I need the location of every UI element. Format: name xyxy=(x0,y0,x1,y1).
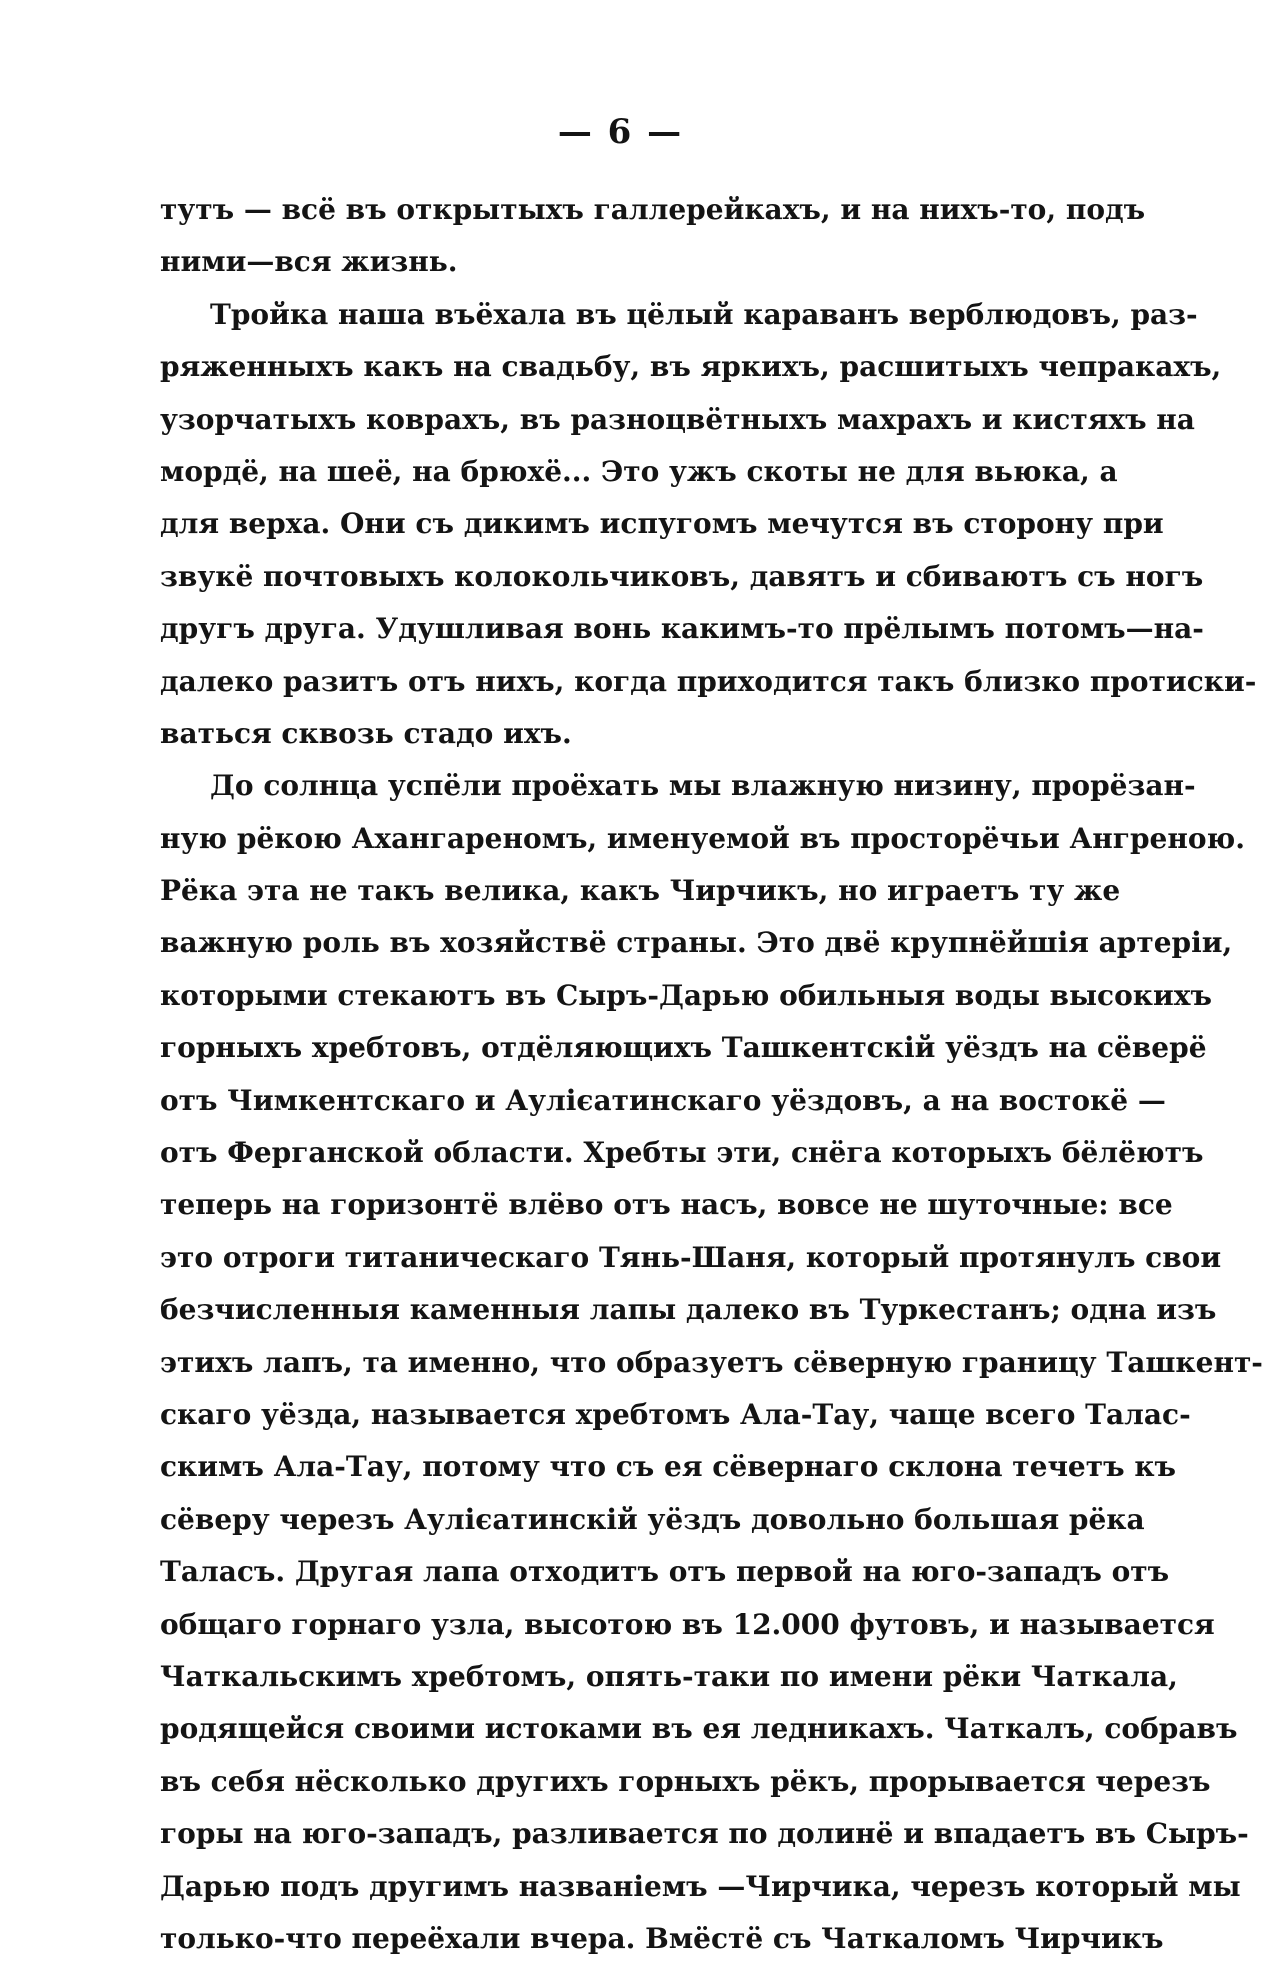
text-line: тутъ — всё въ открытыхъ галлерейкахъ, и на нихъ-то, подъ xyxy=(160,193,1146,226)
paragraph-start-line: До солнца успёли проёхать мы влажную низину, прорёзан- xyxy=(210,769,1196,803)
text-line: родящейся своими истоками въ ея ледникахъ. Чаткалъ, собравъ xyxy=(160,1712,1238,1746)
text-line: отъ Чимкентскаго и Аулієатинскаго уёздовъ, а на востокё — xyxy=(160,1083,1166,1117)
text-line: для верха. Они съ дикимъ испугомъ мечутся въ сторону при xyxy=(160,507,1164,541)
text-line: Таласъ. Другая лапа отходитъ отъ первой на юго-западъ отъ xyxy=(160,1555,1170,1589)
text-line: важную роль въ хозяйствё страны. Это двё крупнёйшія артеріи, xyxy=(160,926,1233,960)
text-line: безчисленныя каменныя лапы далеко въ Туркестанъ; одна изъ xyxy=(160,1293,1217,1327)
text-line: мордё, на шеё, на брюхё... Это ужъ скоты не для вьюка, а xyxy=(160,454,1118,488)
text-line: это отроги титаническаго Тянь-Шаня, который протянулъ свои xyxy=(160,1240,1222,1274)
text-line: скимъ Ала-Тау, потому что съ ея сёвернаго склона течетъ къ xyxy=(160,1450,1177,1484)
text-line: Рёка эта не такъ велика, какъ Чирчикъ, но играетъ ту же xyxy=(160,874,1121,908)
text-line: ряженныхъ какъ на свадьбу, въ яркихъ, расшитыхъ чепракахъ, xyxy=(160,350,1222,384)
text-line: общаго горнаго узла, высотою въ 12.000 футовъ, и называется xyxy=(160,1607,1215,1641)
page-body xyxy=(160,184,1263,1965)
text-line: узорчатыхъ коврахъ, въ разноцвётныхъ махрахъ и кистяхъ на xyxy=(160,402,1195,436)
text-line: этихъ лапъ, та именно, что образуетъ сёверную границу Ташкент- xyxy=(160,1345,1263,1379)
text-line: другъ друга. Удушливая вонь какимъ-то прёлымъ потомъ—на- xyxy=(160,612,1204,646)
text-line: Дарью подъ другимъ названіемъ —Чирчика, черезъ который мы xyxy=(160,1869,1241,1903)
text-line: только-что переёхали вчера. Вмёстё съ Чаткаломъ Чирчикъ xyxy=(160,1921,1164,1955)
text-line: ними—вся жизнь. xyxy=(160,245,458,279)
text-line: въ себя нёсколько другихъ горныхъ рёкъ, прорывается черезъ xyxy=(160,1764,1211,1798)
text-line: ваться сквозь стадо ихъ. xyxy=(160,716,572,750)
text-line: скаго уёзда, называется хребтомъ Ала-Тау, чаще всего Талас- xyxy=(160,1397,1191,1431)
text-line: горныхъ хребтовъ, отдёляющихъ Ташкентскій уёздъ на сёверё xyxy=(160,1031,1207,1065)
text-line: которыми стекаютъ въ Сыръ-Дарью обильныя воды высокихъ xyxy=(160,978,1212,1012)
text-line: горы на юго-западъ, разливается по долинё и впадаетъ въ Сыръ- xyxy=(160,1817,1249,1851)
text-line: отъ Ферганской области. Хребты эти, снёга которыхъ бёлёютъ xyxy=(160,1136,1204,1170)
text-line: теперь на горизонтё влёво отъ насъ, вовсе не шуточные: все xyxy=(160,1188,1173,1222)
text-line: далеко разитъ отъ нихъ, когда приходится такъ близко протиски- xyxy=(160,664,1257,698)
text-line: ную рёкою Ахангареномъ, именуемой въ просторёчьи Ангреною. xyxy=(160,821,1245,855)
paragraph-start-line: Тройка наша въёхала въ цёлый караванъ верблюдовъ, раз- xyxy=(210,297,1198,331)
page-number: — 6 — xyxy=(557,112,684,152)
text-line: сёверу черезъ Аулієатинскій уёздъ довольно большая рёка xyxy=(160,1502,1145,1536)
text-line: звукё почтовыхъ колокольчиковъ, давятъ и сбиваютъ съ ногъ xyxy=(160,559,1204,593)
text-line: Чаткальскимъ хребтомъ, опять-таки по имени рёки Чаткала, xyxy=(160,1659,1178,1693)
